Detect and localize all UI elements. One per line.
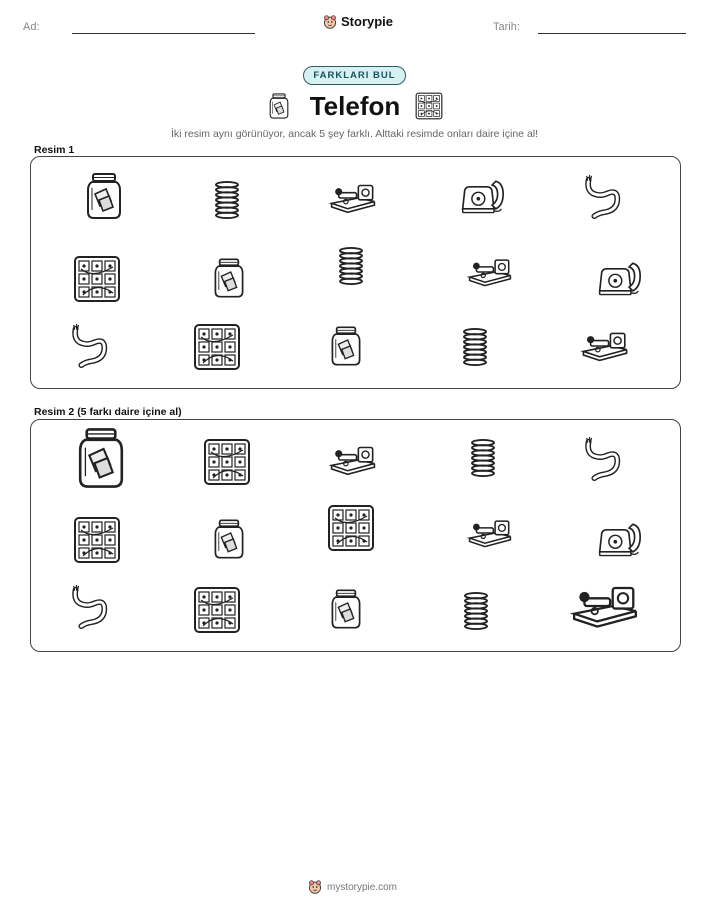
activity-badge: FARKLARI BUL bbox=[303, 66, 405, 85]
instructions: İki resim aynı görünüyor, ancak 5 şey farklı. Alttaki resimde onları daire içine al! bbox=[170, 128, 539, 140]
jar-icon bbox=[212, 255, 246, 301]
rotary-phone-icon[interactable] bbox=[596, 520, 642, 558]
picture1-panel bbox=[30, 156, 681, 389]
picture1-label: Resim 1 bbox=[34, 144, 75, 156]
date-field[interactable] bbox=[538, 33, 686, 34]
name-field[interactable] bbox=[72, 33, 255, 34]
storypie-logo-icon bbox=[308, 880, 322, 894]
telegraph-key-icon bbox=[328, 180, 378, 216]
jar-icon[interactable] bbox=[75, 426, 127, 490]
footer-url[interactable]: mystorypie.com bbox=[327, 881, 398, 893]
picture2-label: Resim 2 (5 farkı daire içine al) bbox=[34, 406, 182, 418]
spring-icon[interactable] bbox=[459, 589, 493, 633]
cable-icon bbox=[69, 323, 109, 369]
cable-icon[interactable] bbox=[582, 436, 622, 482]
telegraph-key-icon bbox=[466, 255, 514, 289]
switchboard-icon bbox=[73, 255, 121, 303]
spring-icon bbox=[210, 178, 244, 222]
switchboard-icon[interactable] bbox=[327, 504, 375, 552]
cable-icon bbox=[582, 174, 622, 220]
spring-icon bbox=[334, 243, 368, 289]
telegraph-key-icon[interactable] bbox=[569, 580, 641, 632]
storypie-logo-icon bbox=[323, 15, 337, 29]
cable-icon[interactable] bbox=[69, 584, 109, 630]
brand-name: Storypie bbox=[341, 14, 394, 29]
switchboard-icon[interactable] bbox=[73, 516, 121, 564]
jar-icon[interactable] bbox=[212, 516, 246, 562]
date-label: Tarih: bbox=[493, 21, 520, 33]
switchboard-icon bbox=[193, 323, 241, 371]
spring-icon[interactable] bbox=[466, 436, 500, 480]
switchboard-icon[interactable] bbox=[193, 586, 241, 634]
telegraph-key-icon[interactable] bbox=[328, 442, 378, 478]
spring-icon bbox=[458, 325, 492, 369]
switchboard-icon bbox=[415, 92, 443, 120]
picture2-panel bbox=[30, 419, 681, 652]
brand-logo bbox=[323, 14, 393, 29]
footer bbox=[308, 880, 397, 894]
rotary-phone-icon bbox=[596, 259, 642, 297]
jar-icon[interactable] bbox=[329, 586, 363, 632]
jar-icon bbox=[329, 323, 363, 369]
telegraph-key-icon bbox=[579, 328, 631, 364]
page-title: Telefon bbox=[309, 91, 401, 121]
rotary-phone-icon bbox=[459, 177, 505, 215]
telegraph-key-icon[interactable] bbox=[466, 516, 514, 550]
jar-icon bbox=[84, 172, 124, 220]
name-label: Ad: bbox=[23, 21, 40, 33]
jar-icon bbox=[268, 92, 290, 120]
switchboard-icon[interactable] bbox=[203, 438, 251, 486]
